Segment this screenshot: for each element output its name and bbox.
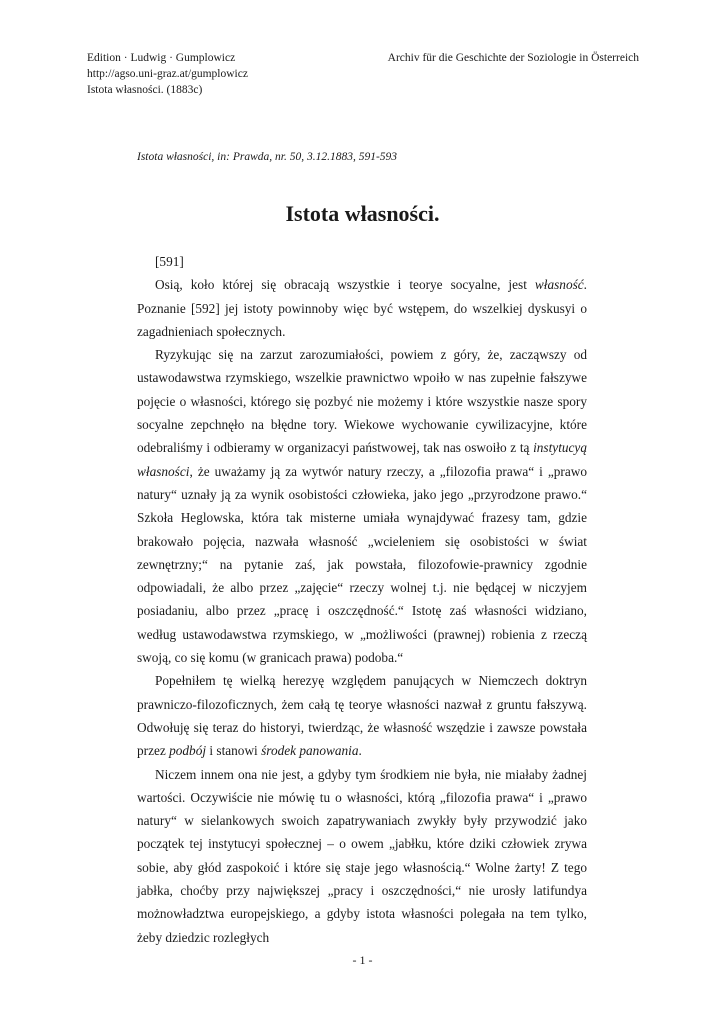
- paragraph-3: [137, 669, 587, 762]
- paragraph-3-text-b: i stanowi: [206, 743, 262, 759]
- paragraph-1-text-a: Osią, koło której się obracają wszystkie i teorye socyalne, jest: [155, 277, 535, 293]
- citation: Istota własności, in: Prawda, nr. 50, 3.12.1883, 591-593: [137, 151, 398, 163]
- paragraph-2-emphasis: instytucyą własności: [137, 440, 587, 479]
- header-work-title: Istota własności. (1883c): [87, 84, 203, 96]
- paragraph-1-emphasis: własność: [534, 277, 584, 293]
- paragraph-2-text-a: Ryzykując się na zarzut zarozumiałości, powiem z góry, że, zacząwszy od ustawodawstwa rzymskiego, wszelkie prawnictwo wpoiło w nas zupełnie fałszywe pojęcie o własności, którego się pozbyć nie możemy i które wszystkie nasze spory socyalne zepchnęło na błędne tory. Wiekowe wychowanie cywilizacyjne, które odebraliśmy i odbieramy w organizacyi państwowej, tak nas oswoiło z tą: [137, 347, 587, 456]
- paragraph-4: Niczem innem ona nie jest, a gdyby tym środkiem nie była, nie miałaby żadnej wartości. Oczywiście nie mówię tu o własności, którą „filozofia prawa“ i „prawo natury“ w sielankowych swoich zapatrywaniach zwykły były przywodzić jako początek tej instytucyi społecznej – o owem „jabłku, które dziki człowiek zrywa sobie, aby głód zaspokoić i które się staje jego własnością.“ Wolne żarty! Z tego jabłka, choćby przy największej „pracy i oszczędności,“ nie urosły latifundya możnowładztwa europejskiego, a gdyby istota własności polegała na tem tylko, żeby dziedzic rozległych: [137, 766, 587, 945]
- paragraph-3-emphasis-1: podbój: [169, 743, 207, 759]
- page-number: - 1 -: [352, 953, 373, 967]
- paragraph-2: [137, 343, 587, 669]
- paragraph-3-emphasis-2: środek panowania: [261, 743, 359, 759]
- paragraph-1-text-b: . Poznanie [592] jej istoty powinnoby więc być wstępem, do wszelkiej dyskusyi o zagadnieniach społecznych.: [137, 277, 587, 339]
- paragraph-3-text-a: Popełniłem tę wielką herezyę względem panujących w Niemczech doktryn prawniczo-filozoficznych, żem całą tę teorye własności nazwał z gruntu fałszywą. Odwołuję się teraz do historyi, twierdząc, że własność wszędzie i zawsze powstała przez: [137, 673, 587, 759]
- page-title: Istota własności.: [285, 201, 440, 226]
- paragraph-3-text-c: .: [358, 743, 362, 759]
- header-url: http://agso.uni-graz.at/gumplowicz: [87, 68, 248, 80]
- paragraph-1: [137, 273, 587, 343]
- header-left: [87, 50, 248, 98]
- page-marker: [591]: [155, 254, 184, 269]
- header-edition: Edition · Ludwig · Gumplowicz: [87, 52, 236, 64]
- article-body: [137, 250, 587, 949]
- header-archive: Archiv für die Geschichte der Soziologie in Österreich: [387, 52, 639, 64]
- paragraph-2-text-b: , że uważamy ją za wytwór natury rzeczy, a „filozofia prawa“ i „prawo natury“ uznały ją za wynik osobistości człowieka, jako jego „przyrodzone prawo.“ Szkoła Heglowska, która tak misterne umiała wynajdywać frazesy tam, gdzie brakowało pojęcia, nazwała własność „wcieleniem się osobistości w świat zewnętrzny;“ na pytanie zaś, jak powstała, filozofowie-prawnicy zgodnie odpowiadali, że albo przez „zajęcie“ rzeczy wolnej t.j. nie będącej w niczyjem posiadaniu, albo przez „pracę i oszczędność.“ Istotę zaś własności widziano, według ustawodawstwa rzymskiego, w „możliwości (prawnej) robienia z rzeczą swoją, co się komu (w granicach prawa) podoba.“: [137, 463, 587, 666]
